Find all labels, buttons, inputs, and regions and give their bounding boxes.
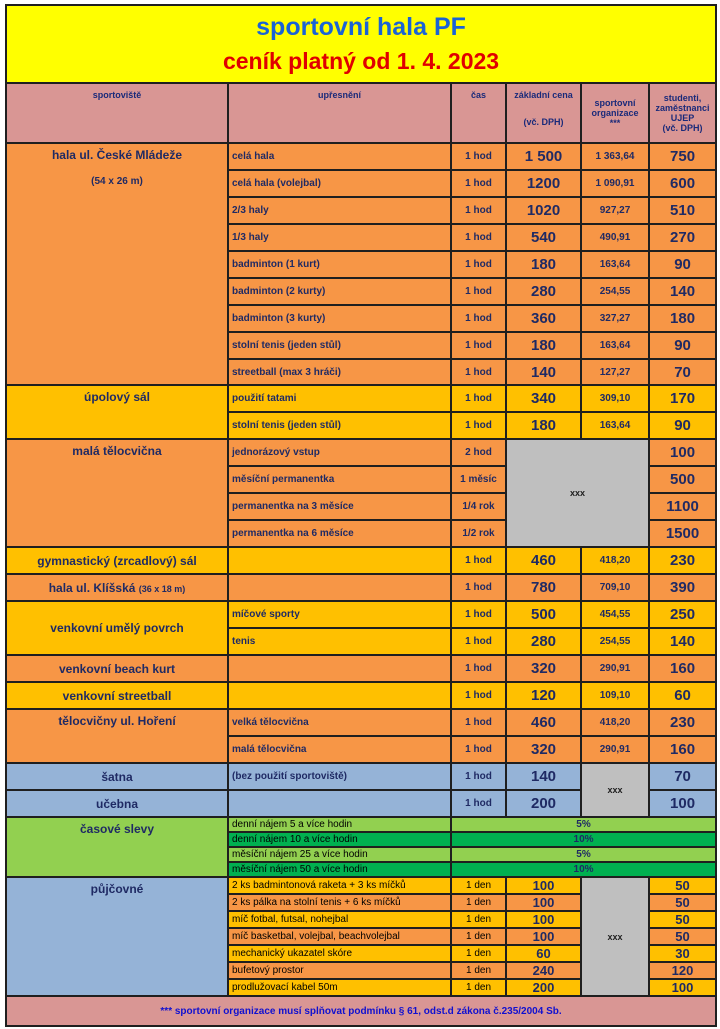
price-cell: 200: [506, 979, 581, 996]
detail-cell: [228, 655, 451, 682]
page-title: sportovní hala PF: [256, 13, 466, 41]
header-org-line3: ***: [609, 118, 621, 128]
title-cell: [6, 5, 716, 83]
price-cell: 360: [506, 305, 581, 332]
org-price-cell: 418,20: [581, 547, 649, 574]
venue-pujcovne: půjčovné: [6, 877, 228, 996]
time-cell: 1/4 rok: [451, 493, 506, 520]
student-price-cell: 1100: [649, 493, 716, 520]
org-price-cell: 290,91: [581, 655, 649, 682]
header-time: čas: [451, 83, 506, 143]
time-cell: 1 hod: [451, 547, 506, 574]
time-cell: 2 hod: [451, 439, 506, 466]
student-price-cell: 250: [649, 601, 716, 628]
not-available-cell: xxx: [581, 877, 649, 996]
venue-size: (54 x 26 m): [91, 176, 143, 187]
org-price-cell: 709,10: [581, 574, 649, 601]
rental-item: prodlužovací kabel 50m: [228, 979, 451, 996]
detail-cell: 1/3 haly: [228, 224, 451, 251]
time-cell: 1 hod: [451, 682, 506, 709]
price-cell: 280: [506, 628, 581, 655]
discount-value: 10%: [451, 832, 716, 847]
header-org: [581, 83, 649, 143]
time-cell: 1 hod: [451, 224, 506, 251]
header-students: [649, 83, 716, 143]
detail-cell: [228, 790, 451, 817]
title-row: [6, 5, 716, 83]
price-cell: 320: [506, 655, 581, 682]
time-cell: 1 den: [451, 979, 506, 996]
venue-hala-ceske: [6, 143, 228, 385]
time-cell: 1 hod: [451, 197, 506, 224]
discount-label: denní nájem 10 a více hodin: [228, 832, 451, 847]
table-row: [6, 763, 716, 790]
org-price-cell: 927,27: [581, 197, 649, 224]
venue-name: hala ul. České Mládeže: [51, 148, 183, 162]
student-price-cell: 100: [649, 979, 716, 996]
time-cell: 1 hod: [451, 143, 506, 170]
org-price-cell: 454,55: [581, 601, 649, 628]
time-cell: 1 hod: [451, 709, 506, 736]
org-price-cell: 1 363,64: [581, 143, 649, 170]
price-cell: 780: [506, 574, 581, 601]
time-cell: 1 hod: [451, 790, 506, 817]
time-cell: 1 den: [451, 894, 506, 911]
student-price-cell: 270: [649, 224, 716, 251]
detail-cell: badminton (2 kurty): [228, 278, 451, 305]
student-price-cell: 500: [649, 466, 716, 493]
price-cell: 140: [506, 763, 581, 790]
time-cell: 1 hod: [451, 305, 506, 332]
header-venue: sportoviště: [6, 83, 228, 143]
venue-mala-telocvicna: malá tělocvična: [6, 439, 228, 547]
price-cell: 1 500: [506, 143, 581, 170]
org-price-cell: 163,64: [581, 412, 649, 439]
price-cell: 240: [506, 962, 581, 979]
time-cell: 1 měsíc: [451, 466, 506, 493]
student-price-cell: 50: [649, 894, 716, 911]
not-available-cell: xxx: [581, 763, 649, 817]
student-price-cell: 160: [649, 736, 716, 763]
price-cell: 340: [506, 385, 581, 412]
header-base-price: [506, 83, 581, 143]
time-cell: 1 hod: [451, 385, 506, 412]
venue-ucebna: učebna: [6, 790, 228, 817]
price-cell: 320: [506, 736, 581, 763]
student-price-cell: 70: [649, 763, 716, 790]
price-cell: 1020: [506, 197, 581, 224]
time-cell: 1 hod: [451, 251, 506, 278]
venue-venkovni-povrch: venkovní umělý povrch: [6, 601, 228, 655]
discount-value: 5%: [451, 847, 716, 862]
detail-cell: míčové sporty: [228, 601, 451, 628]
venue-hala-kliska: [6, 574, 228, 601]
price-cell: 200: [506, 790, 581, 817]
detail-cell: stolní tenis (jeden stůl): [228, 412, 451, 439]
price-cell: 60: [506, 945, 581, 962]
student-price-cell: 160: [649, 655, 716, 682]
org-price-cell: 109,10: [581, 682, 649, 709]
detail-cell: 2/3 haly: [228, 197, 451, 224]
org-price-cell: 254,55: [581, 278, 649, 305]
student-price-cell: 50: [649, 911, 716, 928]
org-price-cell: 163,64: [581, 332, 649, 359]
table-row: [6, 385, 716, 412]
detail-cell: badminton (1 kurt): [228, 251, 451, 278]
price-cell: 460: [506, 709, 581, 736]
venue-telocvicny-horeni: tělocvičny ul. Hoření: [6, 709, 228, 763]
header-students-note: (vč. DPH): [662, 123, 703, 133]
venue-upolovy-sal: úpolový sál: [6, 385, 228, 439]
page-subtitle: ceník platný od 1. 4. 2023: [222, 48, 500, 74]
time-cell: 1 hod: [451, 628, 506, 655]
detail-cell: [228, 574, 451, 601]
price-cell: 1200: [506, 170, 581, 197]
org-price-cell: 290,91: [581, 736, 649, 763]
venue-size: (36 x 18 m): [138, 583, 186, 594]
student-price-cell: 510: [649, 197, 716, 224]
detail-cell: použití tatami: [228, 385, 451, 412]
detail-cell: celá hala: [228, 143, 451, 170]
student-price-cell: 70: [649, 359, 716, 385]
table-row: [6, 877, 716, 894]
detail-cell: stolní tenis (jeden stůl): [228, 332, 451, 359]
header-row: [6, 83, 716, 143]
price-cell: 180: [506, 412, 581, 439]
venue-streetball: venkovní streetball: [6, 682, 228, 709]
header-base-price-label: základní cena: [514, 90, 573, 100]
price-cell: 180: [506, 332, 581, 359]
price-cell: 100: [506, 894, 581, 911]
discount-label: měsíční nájem 25 a více hodin: [228, 847, 451, 862]
price-cell: 120: [506, 682, 581, 709]
price-cell: 100: [506, 911, 581, 928]
student-price-cell: 50: [649, 877, 716, 894]
student-price-cell: 230: [649, 709, 716, 736]
rental-item: bufetový prostor: [228, 962, 451, 979]
time-cell: 1 hod: [451, 359, 506, 385]
table-row: [6, 439, 716, 466]
table-row: [6, 574, 716, 601]
detail-cell: badminton (3 kurty): [228, 305, 451, 332]
time-cell: 1 den: [451, 928, 506, 945]
student-price-cell: 1500: [649, 520, 716, 547]
student-price-cell: 30: [649, 945, 716, 962]
org-price-cell: 254,55: [581, 628, 649, 655]
discount-value: 10%: [451, 862, 716, 877]
price-cell: 140: [506, 359, 581, 385]
table-row: [6, 817, 716, 832]
time-cell: 1 hod: [451, 170, 506, 197]
header-org-line1: sportovní: [594, 98, 636, 108]
price-cell: 100: [506, 877, 581, 894]
venue-name: hala ul. Klíšská: [48, 580, 136, 595]
student-price-cell: 230: [649, 547, 716, 574]
detail-cell: velká tělocvična: [228, 709, 451, 736]
detail-cell: streetball (max 3 hráči): [228, 359, 451, 385]
detail-cell: měsíční permanentka: [228, 466, 451, 493]
time-cell: 1 hod: [451, 278, 506, 305]
time-cell: 1 den: [451, 962, 506, 979]
discount-label: denní nájem 5 a více hodin: [228, 817, 451, 832]
price-cell: 180: [506, 251, 581, 278]
org-price-cell: 1 090,91: [581, 170, 649, 197]
rental-item: 2 ks badmintonová raketa + 3 ks míčků: [228, 877, 451, 894]
detail-cell: permanentka na 6 měsíce: [228, 520, 451, 547]
venue-beach-kurt: venkovní beach kurt: [6, 655, 228, 682]
header-students-line3: UJEP: [670, 113, 695, 123]
detail-cell: jednorázový vstup: [228, 439, 451, 466]
time-cell: 1 den: [451, 911, 506, 928]
detail-cell: permanentka na 3 měsíce: [228, 493, 451, 520]
student-price-cell: 600: [649, 170, 716, 197]
rental-item: míč fotbal, futsal, nohejbal: [228, 911, 451, 928]
venue-gymnasticky-sal: gymnastický (zrcadlový) sál: [6, 547, 228, 574]
header-students-line1: studenti,: [663, 93, 702, 103]
student-price-cell: 120: [649, 962, 716, 979]
time-cell: 1 hod: [451, 574, 506, 601]
not-available-cell: xxx: [506, 439, 649, 547]
time-cell: 1 den: [451, 945, 506, 962]
price-cell: 460: [506, 547, 581, 574]
time-cell: 1 hod: [451, 601, 506, 628]
time-cell: 1 hod: [451, 655, 506, 682]
price-table: [5, 4, 717, 1027]
table-row: [6, 709, 716, 736]
table-row: [6, 143, 716, 170]
time-cell: 1 hod: [451, 332, 506, 359]
rental-item: 2 ks pálka na stolní tenis + 6 ks míčků: [228, 894, 451, 911]
table-row: [6, 547, 716, 574]
time-cell: 1 hod: [451, 763, 506, 790]
venue-casove-slevy: časové slevy: [6, 817, 228, 877]
price-cell: 280: [506, 278, 581, 305]
footnote-row: [6, 996, 716, 1026]
student-price-cell: 50: [649, 928, 716, 945]
org-price-cell: 163,64: [581, 251, 649, 278]
org-price-cell: 327,27: [581, 305, 649, 332]
rental-item: míč basketbal, volejbal, beachvolejbal: [228, 928, 451, 945]
header-detail: upřesnění: [228, 83, 451, 143]
org-price-cell: 309,10: [581, 385, 649, 412]
header-org-line2: organizace: [591, 108, 639, 118]
detail-cell: [228, 682, 451, 709]
student-price-cell: 140: [649, 278, 716, 305]
time-cell: 1 den: [451, 877, 506, 894]
time-cell: 1 hod: [451, 736, 506, 763]
venue-satna: šatna: [6, 763, 228, 790]
detail-cell: (bez použití sportoviště): [228, 763, 451, 790]
student-price-cell: 60: [649, 682, 716, 709]
discount-label: měsíční nájem 50 a více hodin: [228, 862, 451, 877]
org-price-cell: 490,91: [581, 224, 649, 251]
rental-item: mechanický ukazatel skóre: [228, 945, 451, 962]
detail-cell: celá hala (volejbal): [228, 170, 451, 197]
student-price-cell: 100: [649, 790, 716, 817]
time-cell: 1 hod: [451, 412, 506, 439]
org-price-cell: 418,20: [581, 709, 649, 736]
student-price-cell: 90: [649, 412, 716, 439]
table-row: [6, 655, 716, 682]
header-students-line2: zaměstnanci: [655, 103, 710, 113]
student-price-cell: 390: [649, 574, 716, 601]
student-price-cell: 90: [649, 251, 716, 278]
price-cell: 100: [506, 928, 581, 945]
student-price-cell: 90: [649, 332, 716, 359]
detail-cell: tenis: [228, 628, 451, 655]
discount-value: 5%: [451, 817, 716, 832]
time-cell: 1/2 rok: [451, 520, 506, 547]
table-row: [6, 601, 716, 628]
detail-cell: malá tělocvična: [228, 736, 451, 763]
student-price-cell: 180: [649, 305, 716, 332]
student-price-cell: 100: [649, 439, 716, 466]
student-price-cell: 170: [649, 385, 716, 412]
header-base-price-note: (vč. DPH): [523, 117, 564, 127]
footnote: *** sportovní organizace musí splňovat podmínku § 61, odst.d zákona č.235/2004 Sb.: [6, 996, 716, 1026]
student-price-cell: 750: [649, 143, 716, 170]
detail-cell: [228, 547, 451, 574]
price-cell: 500: [506, 601, 581, 628]
table-row: [6, 682, 716, 709]
price-cell: 540: [506, 224, 581, 251]
org-price-cell: 127,27: [581, 359, 649, 385]
student-price-cell: 140: [649, 628, 716, 655]
